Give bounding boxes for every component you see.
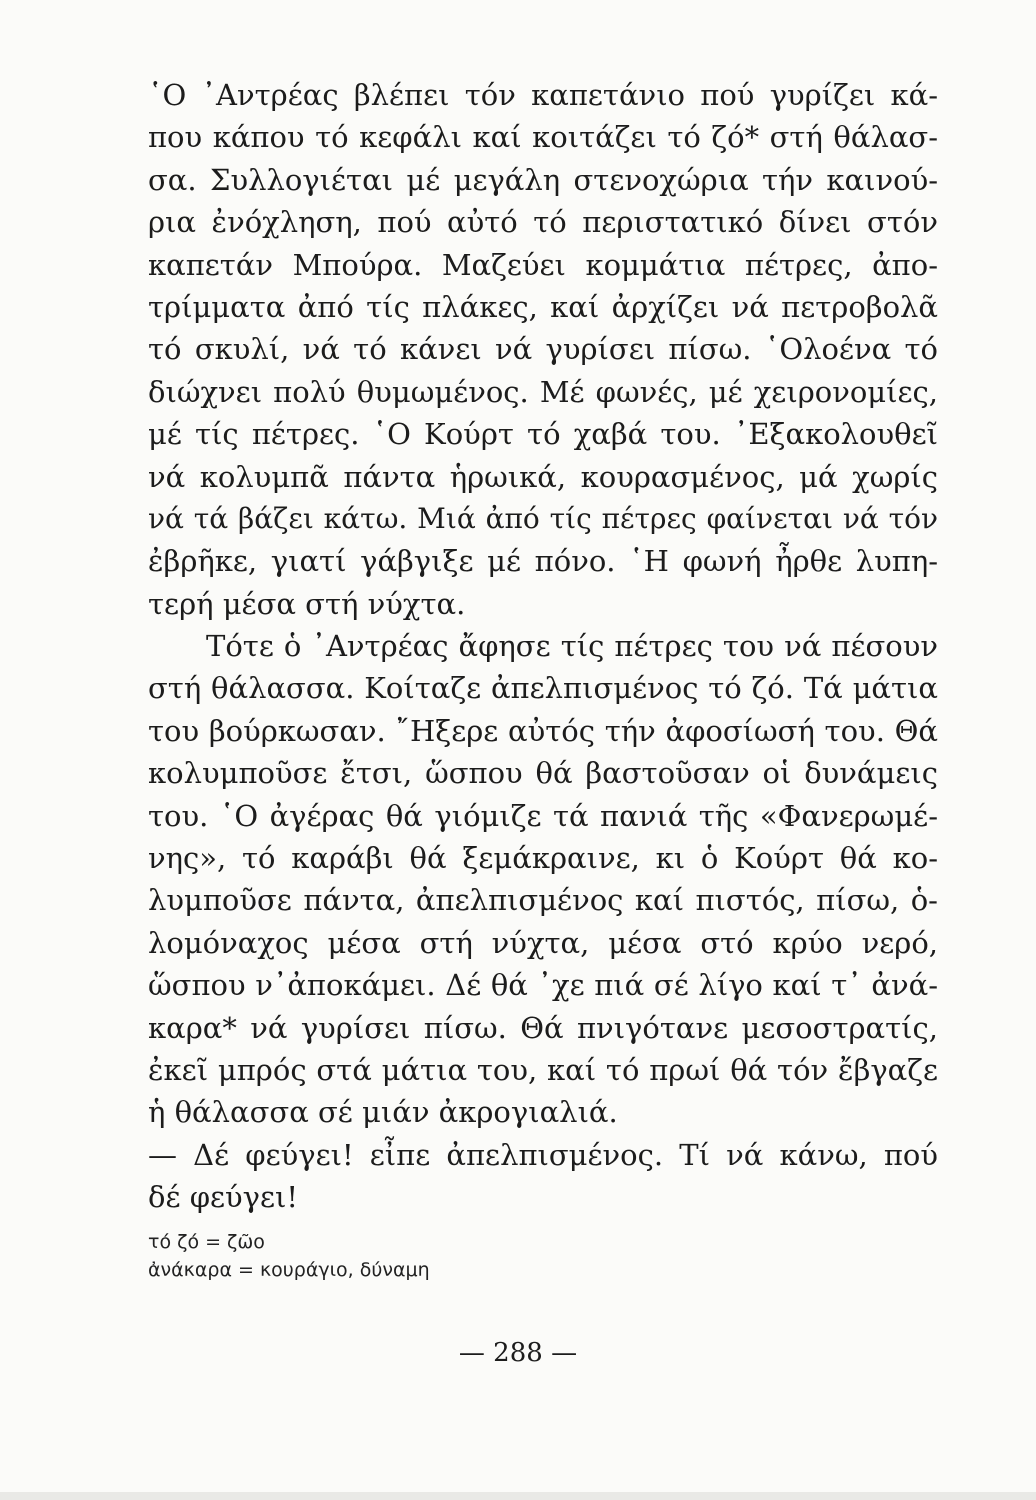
text-line: ἐκεῖ μπρός στά μάτια του, καί τό πρωί θά τόν ἔβγαζε [148, 1052, 938, 1087]
text-line: μέ τίς πέτρες. ῾Ο Κούρτ τό χαβά του. ᾿Εξακολουθεῖ [148, 417, 938, 452]
text-line: στή θάλασσα. Κοίταζε ἀπελπισμένος τό ζό. Τά μάτια [148, 671, 938, 706]
text-line: ἡ θάλασσα σέ μιάν ἀκρογιαλιά. [148, 1095, 618, 1130]
body-text [148, 74, 938, 1219]
text-line: του. ῾Ο ἀγέρας θά γιόμιζε τά πανιά τῆς «Φανερωμέ- [148, 798, 938, 833]
footnote-anakara: ἀνάκαρα = κουράγιο, δύναμη [148, 1259, 430, 1281]
footnote-zo: τό ζό = ζῶο [148, 1231, 265, 1253]
text-line: ἐβρῆκε, γιατί γάβγιξε μέ πόνο. ῾Η φωνή ἦρθε λυπη- [148, 544, 938, 579]
text-line: καρα* νά γυρίσει πίσω. Θά πνιγότανε μεσοστρατίς, [148, 1010, 938, 1045]
page-number: — 288 — [458, 1338, 578, 1368]
text-line: τερή μέσα στή νύχτα. [148, 586, 466, 621]
text-line: που κάπου τό κεφάλι καί κοιτάζει τό ζό* στή θάλασ- [148, 120, 938, 155]
text-line: ρια ἐνόχληση, πού αὐτό τό περιστατικό δίνει στόν [148, 205, 938, 240]
text-line: καπετάν Μπούρα. Μαζεύει κομμάτια πέτρες, ἀπο- [148, 247, 938, 282]
page-bottom-edge [0, 1492, 1036, 1500]
footnotes [148, 1228, 748, 1284]
text-line: τό σκυλί, νά τό κάνει νά γυρίσει πίσω. ῾Ολοένα τό [148, 332, 938, 367]
text-line: κολυμποῦσε ἔτσι, ὥσπου θά βαστοῦσαν οἱ δυνάμεις [148, 756, 938, 791]
text-line: Τότε ὁ ᾿Αντρέας ἄφησε τίς πέτρες του νά πέσουν [206, 629, 938, 664]
text-line: ὥσπου ν᾿ἀποκάμει. Δέ θά ᾿χε πιά σέ λίγο καί τ᾿ ἀνά- [148, 968, 938, 1003]
text-line: λομόναχος μέσα στή νύχτα, μέσα στό κρύο νερό, [148, 925, 938, 960]
text-line: νά κολυμπᾶ πάντα ἡρωικά, κουρασμένος, μά χωρίς [148, 459, 938, 494]
text-line: τρίμματα ἀπό τίς πλάκες, καί ἀρχίζει νά πετροβολᾶ [148, 289, 938, 324]
text-line: ῾Ο ᾿Αντρέας βλέπει τόν καπετάνιο πού γυρίζει κά- [148, 78, 938, 112]
text-line: νά τά βάζει κάτω. Μιά ἀπό τίς πέτρες φαίνεται νά τόν [148, 501, 938, 535]
text-line: σα. Συλλογιέται μέ μεγάλη στενοχώρια τήν καινού- [148, 162, 938, 197]
text-line: δέ φεύγει! [148, 1180, 299, 1215]
text-line: νης», τό καράβι θά ξεμάκραινε, κι ὁ Κούρτ θά κο- [148, 841, 938, 876]
text-line: διώχνει πολύ θυμωμένος. Μέ φωνές, μέ χειρονομίες, [148, 374, 938, 409]
text-line: του βούρκωσαν. ῎Ηξερε αὐτός τήν ἀφοσίωσή του. Θά [148, 713, 938, 748]
text-line: — Δέ φεύγει! εἶπε ἀπελπισμένος. Τί νά κάνω, πού [148, 1137, 938, 1172]
text-line: λυμποῦσε πάντα, ἀπελπισμένος καί πιστός, πίσω, ὁ- [148, 883, 938, 918]
